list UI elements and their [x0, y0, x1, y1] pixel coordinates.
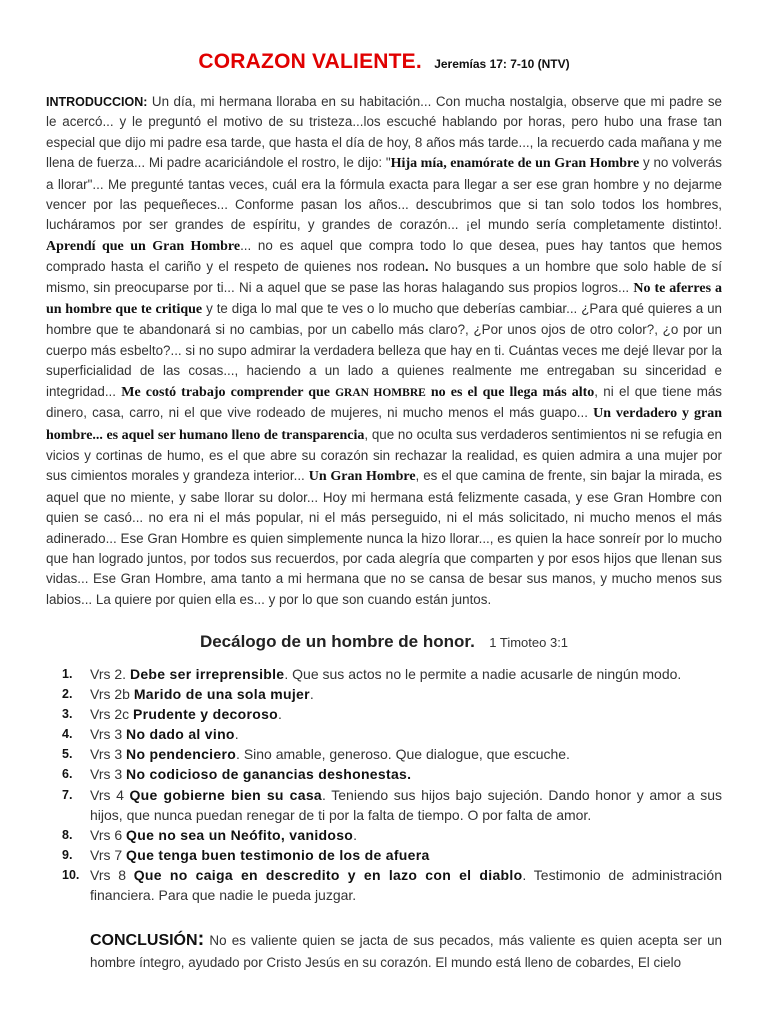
- item-bold: Prudente y decoroso: [133, 706, 279, 723]
- list-item: [62, 744, 722, 764]
- intro-bold-5: Un Gran Hombre: [308, 469, 416, 485]
- scripture-reference: Jeremías 17: 7-10 (NTV): [434, 57, 570, 71]
- intro-bold-3: Me costó trabajo comprender que: [121, 384, 336, 400]
- item-rest: .: [278, 706, 282, 723]
- list-item: [62, 785, 722, 825]
- list-item: [62, 724, 722, 744]
- item-rest: .: [234, 726, 239, 743]
- intro-dot: .: [424, 259, 429, 275]
- list-item: [62, 825, 722, 845]
- item-bold: Que no sea un Neófito, vanidoso: [126, 826, 354, 843]
- item-rest: .: [353, 826, 358, 843]
- list-item: [62, 865, 722, 905]
- intro-bold-1: Aprendí que un Gran Hombre: [46, 238, 241, 254]
- intro-label: INTRODUCCION:: [46, 95, 148, 109]
- item-rest: . Sino amable, generoso. Que dialogue, que escuche.: [236, 746, 570, 763]
- item-verse: Vrs 3: [90, 726, 127, 743]
- intro-text-3: ... no es aquel que compra todo lo que desea, pues hay tantos que hemos comprado hasta el cariño y el respeto de quienes nos rodean: [46, 237, 722, 275]
- item-number: 1.: [62, 667, 73, 681]
- item-verse: Vrs 3: [90, 746, 127, 763]
- intro-bold-4: Un verdadero y gran hombre... es aquel ser humano lleno de transparencia: [46, 406, 722, 443]
- conclusion-colon: :: [197, 928, 205, 950]
- item-rest: . Teniendo sus hijos bajo sujeción. Dando honor y amor a sus hijos, que nunca puedan renegar de ti por la falta de tiempo. O por falta de amor.: [90, 786, 723, 823]
- title-line: [0, 50, 768, 74]
- item-verse: Vrs 2.: [90, 666, 130, 682]
- list-item: [62, 764, 722, 784]
- item-verse: Vrs 6: [90, 826, 127, 843]
- intro-text-6: , ni el que tiene más dinero, casa, carro, ni el que vive rodeado de mujeres, ni mucho menos el más guapo...: [46, 383, 723, 421]
- item-number: 2.: [62, 687, 73, 702]
- intro-text-8: , es el que camina de frente, sin bajar la mirada, es aquel que no miente, y sabe llorar su dolor... Hoy mi hermana está felizmente casada, y ese Gran Hombre con quien se casó... no era ni el más popular, ni el más perseguido, ni el más solicitado, ni mucho menos el más adinerado... Ese Gran Hombre es quien simplemente nunca la hizo llorar..., es quien la hace sonreír por lo mucho que han logrado juntos, por todos sus recuerdos, por cada alegría que comparten y por esos hijos que llenan sus vidas... Ese Gran Hombre, ama tanto a mi hermana que no se cansa de besar sus manos, y mucho menos sus labios... La quiere por quien ella es... y por lo que son cuando están juntos.: [46, 468, 722, 607]
- item-verse: Vrs 2b: [90, 686, 134, 703]
- item-rest: .: [309, 686, 314, 703]
- item-verse: Vrs 7: [90, 846, 127, 863]
- decalogue-title-dot: .: [470, 632, 475, 651]
- conclusion-text: No es valiente quien se jacta de sus pecados, más valiente es quien acepta ser un hombre íntegro, ayudado por Cristo Jesús en su corazón. El mundo está lleno de cobardes, El cielo: [90, 933, 722, 970]
- item-bold: Que tenga buen testimonio de los de afuera: [126, 846, 430, 863]
- list-item: [62, 845, 722, 865]
- list-item: [62, 684, 722, 704]
- item-number: 10.: [62, 867, 80, 882]
- title-dot: .: [415, 50, 422, 73]
- item-rest: . Que sus actos no le permite a nadie acusarle de ningún modo.: [284, 666, 682, 682]
- item-number: 7.: [62, 787, 73, 802]
- introduction-paragraph: [46, 92, 722, 610]
- intro-text-2: y no volverás a llorar"... Me pregunté tantas veces, cuál era la fórmula exacta para llegar a ser ese gran hombre y no dejarme vencer por las pequeñeces... Conforme pasan los años... descubrimos que si tan solo todos los hombres, lucháramos por ser grandes de espíritu, y grandes de corazón... ¡el mundo sería completamente distinto!.: [46, 155, 722, 233]
- list-item: [62, 664, 722, 684]
- item-bold: Debe ser irreprensible: [129, 666, 285, 682]
- item-bold: Que gobierne bien su casa: [129, 786, 323, 803]
- decalogue-heading: [0, 632, 768, 652]
- intro-text-5: y te diga lo mal que te ves o lo mucho que deberías cambiar... ¿Para qué quieres a un hombre que te abandonará si no cambias, por un cabello más claro?, ¿Por unos ojos de otro color?, ¿o por un cuerpo más esbelto?... si no supo admirar la verdadera belleza que hay en ti. Cuántas veces me dejé llevar por la superficialidad de las cosas..., haciendo a un lado a quienes realmente me entregaban su sinceridad e integridad...: [46, 301, 722, 399]
- list-item: [62, 704, 722, 724]
- intro-bold-2: No te aferres a un hombre que te critique: [46, 280, 722, 318]
- item-bold: No codicioso de ganancias deshonestas.: [126, 766, 412, 783]
- intro-bold-3-end: no es el que llega más alto: [425, 384, 595, 400]
- item-verse: Vrs 3: [90, 766, 127, 783]
- decalogue-list: [62, 664, 722, 905]
- document-title: CORAZON VALIENTE: [198, 50, 416, 73]
- item-number: 8.: [62, 827, 73, 842]
- intro-text-7: , que no oculta sus verdaderos sentimientos ni se refugia en vicios y cortinas de humo, es el que abre su corazón sin rechazar la realidad, es quien admira a una mujer por sus cimientos morales y grandeza interior...: [46, 426, 722, 484]
- item-verse: Vrs 8: [90, 866, 134, 883]
- item-number: 9.: [62, 847, 73, 862]
- item-number: 4.: [62, 727, 73, 742]
- intro-bold-caps: GRAN HOMBRE: [335, 386, 426, 399]
- item-number: 3.: [62, 707, 73, 722]
- intro-quote: Hija mía, enamórate de un Gran Hombre: [390, 156, 640, 172]
- item-rest: . Testimonio de administración financiera. Para que nadie le pueda juzgar.: [90, 866, 722, 904]
- intro-text-1: Un día, mi hermana lloraba en su habitación... Con mucha nostalgia, observe que mi padre se le acercó... y le preguntó el motivo de su tristeza...los escuché hablando por horas, pero hubo una frase tan especial que dijo mi padre esa tarde, que hasta el día de hoy, 8 años más tarde..., la recuerdo cada mañana y me llena de fuerza... Mi padre acariciándole el rostro, le dijo: ": [46, 94, 722, 171]
- decalogue-reference: 1 Timoteo 3:1: [489, 635, 569, 650]
- conclusion-label: CONCLUSIÓN: [90, 932, 198, 949]
- item-number: 5.: [62, 747, 73, 762]
- decalogue-title: Decálogo de un hombre de honor: [199, 632, 471, 651]
- item-number: 6.: [62, 767, 73, 782]
- item-bold: No pendenciero: [126, 746, 237, 763]
- conclusion-paragraph: [90, 928, 722, 974]
- item-bold: Marido de una sola mujer: [133, 686, 310, 703]
- item-verse: Vrs 2c: [90, 706, 134, 723]
- item-verse: Vrs 4: [90, 786, 130, 803]
- intro-text-4: No busques a un hombre que solo hable de sí mismo, sin preocuparse por ti... Ni a aquel que se pase las horas halagando sus propios logros...: [46, 259, 722, 295]
- item-bold: Que no caiga en descredito y en lazo con el diablo: [133, 866, 523, 883]
- item-bold: No dado al vino: [126, 726, 235, 743]
